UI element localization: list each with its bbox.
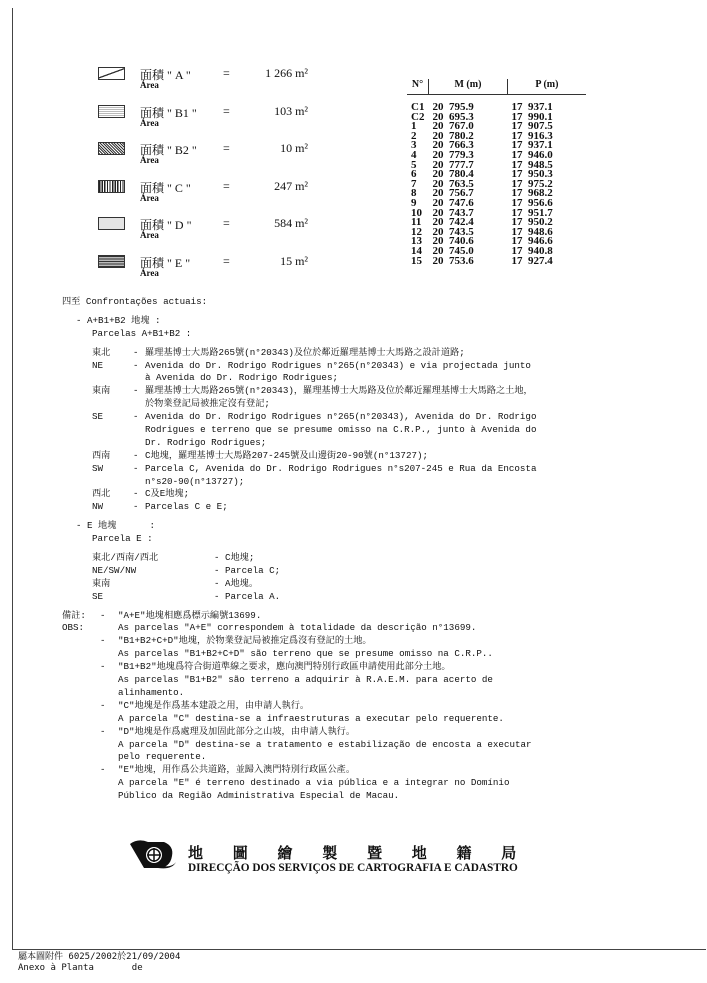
boundary-entry — [92, 578, 536, 591]
cell: 20 795.9 — [432, 101, 474, 113]
cell: 14 — [411, 244, 422, 257]
legend-row-2 — [98, 141, 358, 177]
note-text-pt: As parcelas "A+E" correspondem à totalidade da descrição n°13699. — [118, 622, 477, 634]
boundary-text: - C地塊; — [214, 552, 255, 564]
boundary-text: - Parcela C; — [214, 564, 281, 576]
note-text-pt: alinhamento. — [118, 686, 185, 698]
boundary-direction: NW — [92, 501, 104, 513]
cell: C1 — [411, 101, 425, 113]
annex-footer — [18, 952, 180, 974]
note-item — [62, 635, 536, 648]
note-item — [62, 661, 536, 674]
boundary-direction: 西南 — [92, 449, 111, 461]
dash: - — [133, 411, 139, 423]
boundary-entry — [92, 501, 536, 514]
cell: 20 756.7 — [432, 187, 474, 200]
footer-line-1: 屬本圖附件 6025/2002於21/09/2004 — [18, 952, 181, 962]
note-text-pt-row — [62, 751, 536, 764]
cell: 15 — [411, 254, 422, 267]
boundary-entry — [92, 347, 536, 360]
cell: 17 975.2 — [511, 177, 553, 190]
group2-subhead: Parcela E : — [92, 533, 153, 545]
note-text-pt-row — [62, 687, 536, 700]
legend-area-label: Área — [140, 80, 159, 90]
cell: 5 — [411, 158, 417, 171]
legend-area-label: Área — [140, 155, 159, 165]
cell: 17 950.3 — [511, 168, 553, 181]
cell: 20 743.5 — [432, 225, 474, 238]
pattern-dots-icon — [98, 105, 125, 118]
cell: 8 — [411, 187, 417, 200]
cell: 20 753.6 — [432, 254, 474, 267]
boundary-entry — [92, 385, 536, 398]
notes-label-pt — [62, 777, 118, 790]
group1-subhead: Parcelas A+B1+B2 : — [92, 327, 192, 339]
notes-label-zh — [62, 764, 100, 777]
cell: 20 742.4 — [432, 216, 474, 229]
pattern-diagonal-icon — [98, 67, 125, 80]
legend-value: 247 m² — [274, 178, 308, 193]
cell: 17 950.2 — [511, 216, 553, 229]
cell: 17 951.7 — [511, 206, 553, 219]
note-text-pt: A parcela "E" é terreno destinado a via pública e a integrar no Domínio — [118, 777, 510, 789]
boundary-entry — [92, 488, 536, 501]
boundary-entry — [92, 360, 536, 373]
dash: - — [100, 661, 106, 673]
legend-label: 面積 " B1 " — [140, 105, 197, 120]
note-text-zh: "E"地塊，用作爲公共道路，並歸入澳門特別行政區公產。 — [118, 764, 356, 776]
cell: 7 — [411, 177, 417, 190]
cell: 20 779.3 — [432, 148, 474, 161]
cell: 3 — [411, 139, 417, 152]
cell: 20 780.4 — [432, 168, 474, 181]
notes-label-zh — [62, 726, 100, 739]
notes-label-pt: OBS: — [62, 622, 85, 634]
legend-row-1 — [98, 104, 358, 140]
boundary-direction: 東南 — [92, 385, 111, 397]
cell: 20 766.3 — [432, 139, 474, 152]
legend-label: 面積 " D " — [140, 218, 192, 232]
notes-label-pt — [62, 739, 118, 752]
cell: 20 767.0 — [432, 120, 474, 133]
boundary-text-cont: Dr. Rodrigo Rodrigues; — [145, 436, 267, 448]
boundary-text: C地塊，羅理基博士大馬路207-245號及山邊街20-90號(n°13727); — [145, 449, 428, 461]
pattern-horizontal-icon — [98, 255, 125, 268]
legend-equals: = — [223, 253, 230, 268]
boundary-text-cont: Rodrigues e terreno que se presume omisso na C.R.P., junto à Avenida do — [145, 424, 537, 436]
confrontations-title: 四至 Confrontações actuais: — [62, 296, 208, 307]
legend-equals: = — [223, 141, 230, 155]
boundary-direction: NE — [92, 359, 104, 371]
cell: 2 — [411, 129, 417, 142]
pattern-light-dots-icon — [98, 217, 125, 230]
legend-area-label: Área — [140, 267, 159, 278]
note-text-pt: A parcela "D" destina-se a tratamento e estabilização de encosta a executar — [118, 738, 532, 750]
pattern-dense-diagonal-icon — [98, 142, 125, 155]
cell: 20 777.7 — [432, 158, 474, 171]
notes-label-zh: 備註: — [62, 609, 86, 621]
boundary-direction: 東北 — [92, 346, 111, 358]
legend-value: 10 m² — [280, 141, 308, 155]
cell: C2 — [411, 110, 425, 123]
boundary-entry — [92, 463, 536, 476]
note-text-zh: "A+E"地塊相應爲標示編號13699. — [118, 609, 262, 621]
note-text-pt-row — [62, 777, 536, 790]
col-header-n: N° — [407, 79, 428, 95]
cell: 12 — [411, 225, 422, 238]
notes-label-zh — [62, 661, 100, 674]
cell: 17 946.6 — [511, 235, 553, 248]
cell: 17 956.6 — [511, 196, 553, 209]
boundary-entry — [92, 411, 536, 424]
note-text-pt: pelo requerente. — [118, 751, 207, 763]
note-text-pt: As parcelas "B1+B2" são terreno a adquirir à R.A.E.M. para acerto de — [118, 674, 493, 686]
cell: 17 940.8 — [511, 244, 553, 257]
table-row — [407, 95, 586, 113]
boundary-direction: 西北 — [92, 488, 111, 500]
boundary-direction: SE — [92, 590, 104, 602]
boundary-direction: 東北/西南/西北 — [92, 552, 159, 564]
group1-head: - A+B1+B2 地塊 : — [76, 314, 161, 326]
legend-area-label: Área — [140, 230, 159, 240]
note-text-zh: "B1+B2"地塊爲符合街道準線之要求，應向澳門特別行政區申請使用此部分土地。 — [118, 661, 451, 673]
dash: - — [133, 501, 139, 513]
agency-name-pt: DIRECÇÃO DOS SERVIÇOS DE CARTOGRAFIA E CADASTRO — [188, 862, 518, 874]
note-item — [62, 700, 536, 713]
legend-value: 103 m² — [274, 103, 308, 118]
boundary-text: 羅理基博士大馬路265號(n°20343)，羅理基博士大馬路及位於鄰近羅理基博士大馬路之土地， — [145, 385, 533, 397]
notes-label-pt — [62, 674, 118, 687]
col-header-p: P (m) — [507, 79, 586, 95]
confrontations-section — [62, 296, 536, 803]
legend-equals: = — [223, 178, 230, 193]
cell: 1 — [411, 120, 417, 133]
boundary-text-cont: à Avenida do Dr. Rodrigo Rodrigues; — [145, 372, 338, 384]
boundary-text: - A地塊。 — [214, 577, 259, 589]
note-text-zh: "C"地塊是作爲基本建設之用，由申請人執行。 — [118, 699, 310, 711]
note-text-pt-row — [62, 790, 536, 803]
boundary-text: Avenida do Dr. Rodrigo Rodrigues n°265(n°20343) e via projectada junto — [145, 359, 531, 371]
legend-label: 面積 " B2 " — [140, 143, 197, 157]
footer-line-2: Anexo à Planta de — [18, 963, 143, 973]
legend-value: 15 m² — [280, 253, 308, 268]
boundary-text-cont: 於物業登記局被推定沒有登記; — [145, 398, 270, 410]
group2-head: - E 地塊 : — [76, 520, 156, 532]
cell: 20 780.2 — [432, 129, 474, 142]
table-row — [407, 257, 586, 267]
cell: 20 745.0 — [432, 244, 474, 257]
note-text-pt-row — [62, 648, 536, 661]
legend-label: 面積 " E " — [140, 255, 191, 270]
dash: - — [133, 488, 139, 500]
notes-label-zh — [62, 700, 100, 713]
agency-name-zh: 地 圖 繪 製 暨 地 籍 局 — [188, 846, 519, 862]
legend-area-label: Área — [140, 117, 159, 128]
boundary-direction: NE/SW/NW — [92, 564, 137, 576]
cell: 20 740.6 — [432, 235, 474, 248]
dash: - — [100, 699, 106, 711]
cell: 17 948.5 — [511, 158, 553, 171]
boundary-text-cont: n°s20-90(n°13727); — [145, 475, 245, 487]
legend-label: 面積 " C " — [140, 180, 191, 195]
note-text-pt-row — [62, 622, 536, 635]
note-text-pt: A parcela "C" destina-se a infraestruturas a executar pelo requerente. — [118, 712, 504, 724]
dash: - — [100, 764, 106, 776]
notes-label-pt — [62, 713, 118, 726]
cell: 17 937.1 — [511, 139, 553, 152]
notes-label-pt — [62, 687, 118, 700]
boundary-entry — [92, 591, 536, 604]
note-item — [62, 726, 536, 739]
boundary-text: C及E地塊; — [145, 488, 190, 500]
boundary-entry — [92, 552, 536, 565]
dash: - — [100, 635, 106, 647]
legend-row-4 — [98, 216, 358, 252]
boundary-entry — [92, 565, 536, 578]
boundary-entry — [92, 450, 536, 463]
legend-row-0 — [98, 66, 358, 102]
cell: 9 — [411, 196, 417, 209]
cell: 17 937.1 — [511, 101, 553, 113]
legend-value: 584 m² — [274, 216, 308, 230]
legend-row-3 — [98, 179, 358, 215]
coordinates-table — [407, 79, 586, 266]
dash: - — [100, 725, 106, 737]
pattern-vertical-icon — [98, 180, 125, 193]
legend-value: 1 266 m² — [265, 66, 308, 80]
legend-area-label: Área — [140, 192, 159, 203]
cell: 20 695.3 — [432, 110, 474, 123]
cell: 20 763.5 — [432, 177, 474, 190]
boundary-direction: 東南 — [92, 577, 111, 589]
boundary-text: Parcelas C e E; — [145, 501, 228, 513]
notes-label-zh — [62, 635, 100, 648]
dash: - — [133, 359, 139, 371]
notes-label-pt — [62, 751, 118, 764]
legend-equals: = — [223, 103, 230, 118]
note-text-pt-row — [62, 713, 536, 726]
cell: 6 — [411, 168, 417, 181]
legend-equals: = — [223, 66, 230, 80]
dash: - — [100, 609, 106, 621]
cell: 17 946.0 — [511, 148, 553, 161]
dash: - — [133, 462, 139, 474]
cell: 17 948.6 — [511, 225, 553, 238]
agency-logo-icon — [128, 838, 176, 875]
note-item — [62, 610, 536, 623]
boundary-text: Avenida do Dr. Rodrigo Rodrigues n°265(n°20343), Avenida do Dr. Rodrigo — [145, 411, 537, 423]
col-header-m: M (m) — [428, 79, 507, 95]
dash: - — [133, 346, 139, 358]
note-text-pt: As parcelas "B1+B2+C+D" são terreno que se presume omisso na C.R.P.. — [118, 648, 493, 660]
boundary-direction: SE — [92, 411, 104, 423]
note-item — [62, 764, 536, 777]
cell: 17 927.4 — [511, 254, 553, 267]
cell: 20 747.6 — [432, 196, 474, 209]
legend-equals: = — [223, 216, 230, 230]
notes-label-pt — [62, 648, 118, 661]
dash: - — [133, 449, 139, 461]
cell: 17 990.1 — [511, 110, 553, 123]
cell: 17 907.5 — [511, 120, 553, 133]
dash: - — [133, 385, 139, 397]
boundary-text: - Parcela A. — [214, 590, 281, 602]
cell: 17 968.2 — [511, 187, 553, 200]
note-text-pt-row — [62, 674, 536, 687]
cell: 20 743.7 — [432, 206, 474, 219]
note-text-pt-row — [62, 739, 536, 752]
notes-label-pt — [62, 790, 118, 803]
note-text-pt: Público da Região Administrativa Especial de Macau. — [118, 790, 400, 802]
legend-label: 面積 " A " — [140, 68, 191, 82]
legend-row-5 — [98, 254, 358, 290]
boundary-text: 羅理基博士大馬路265號(n°20343)及位於鄰近羅理基博士大馬路之設計道路; — [145, 346, 465, 358]
cell: 10 — [411, 206, 422, 219]
cell: 13 — [411, 235, 422, 248]
boundary-text: Parcela C, Avenida do Dr. Rodrigo Rodrigues n°s207-245 e Rua da Encosta — [145, 462, 537, 474]
cell: 4 — [411, 148, 417, 161]
note-text-zh: "B1+B2+C+D"地塊，於物業登記局被推定爲沒有登記的土地。 — [118, 635, 372, 647]
cell: 11 — [411, 216, 422, 229]
boundary-direction: SW — [92, 462, 104, 474]
cell: 17 916.3 — [511, 129, 553, 142]
note-text-zh: "D"地塊是作爲處理及加固此部分之山坡，由申請人執行。 — [118, 725, 356, 737]
